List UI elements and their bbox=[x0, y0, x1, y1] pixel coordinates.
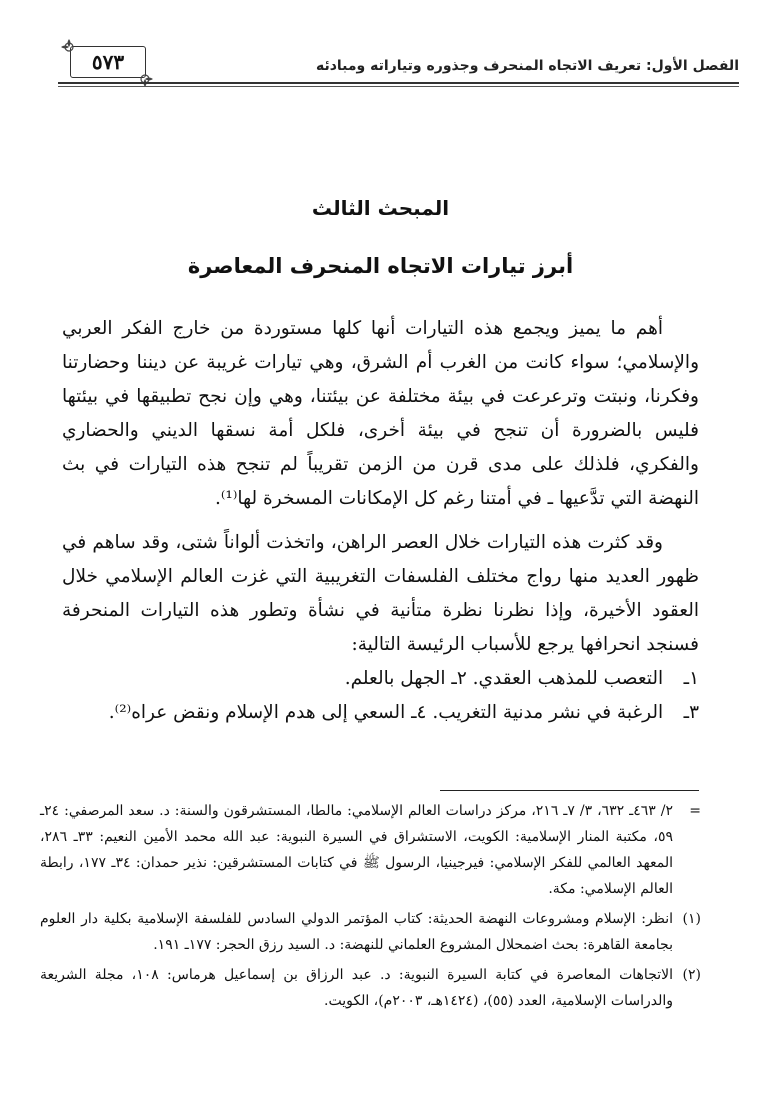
causes-list bbox=[62, 662, 699, 730]
paragraph: وقد كثرت هذه التيارات خلال العصر الراهن، واتخذت ألواناً شتى، وقد ساهم في ظهور العديد منها رواج مختلف الفلسفات التغريبية التي غزت العالم الإسلامي خلال العقود الأخيرة، وإذا نظرنا نظرة متأنية في نشأة وتطور هذه التيارات المنحرفة فسنجد انحرافها يرجع للأسباب الرئيسة التالية: bbox=[62, 532, 699, 655]
footnote-mark: (١) bbox=[682, 911, 701, 927]
section-title: المبحث الثالث bbox=[311, 196, 450, 220]
footnote-mark: (٢) bbox=[682, 967, 701, 983]
footnote-text: انظر: الإسلام ومشروعات النهضة الحديثة: كتاب المؤتمر الدولي السادس للفلسفة الإسلامية بكلية دار العلوم بجامعة القاهرة: بحث اضمحلال المشروع العلماني للنهضة: د. السيد رزق الحجر: ١٧٧ـ ١٩١. bbox=[40, 911, 673, 953]
footnote-separator bbox=[440, 790, 699, 791]
paragraph: أهم ما يميز ويجمع هذه التيارات أنها كلها مستوردة من خارج الفكر العربي والإسلامي؛ سواء كانت من الغرب أم الشرق، وهي تيارات غريبة عن ديننا وحضارتنا وفكرنا، ونبتت وترعرعت في بيئة مختلفة عن بيئتنا، وهي وإن نجح تطبيقها في بيئتها فليس بالضرورة أن تنجح في بيئة أخرى، فلكل أمة نسقها الديني والحضاري والفكري، فلذلك على مدى قرن من الزمن تقريباً لم تنجح هذه التيارات في بث النهضة التي تدَّعيها ـ في أمتنا رغم كل الإمكانات المسخرة لها⁽¹⁾. bbox=[62, 318, 699, 509]
footnotes bbox=[40, 798, 701, 1018]
page-header bbox=[58, 38, 739, 92]
running-title: الفصل الأول: تعريف الاتجاه المنحرف وجذوره وتياراته ومبادئه bbox=[315, 58, 739, 74]
list-item-text: التعصب للمذهب العقدي. ٢ـ الجهل بالعلم. bbox=[344, 668, 664, 689]
footnote-text: الاتجاهات المعاصرة في كتابة السيرة النبوية: د. عبد الرزاق بن إسماعيل هرماس: ١٠٨، مجلة الشريعة والدراسات الإسلامية، العدد (٥٥)، (١٤٢٤هـ، ٢٠٠٣م)، الكويت. bbox=[40, 967, 673, 1009]
footnote bbox=[40, 962, 701, 1014]
list-item-text: الرغبة في نشر مدنية التغريب. ٤ـ السعي إلى هدم الإسلام ونقض عراه⁽²⁾. bbox=[108, 702, 664, 723]
page-number: ٥٧٣ bbox=[70, 46, 146, 78]
list-number: ١ـ bbox=[683, 668, 699, 689]
footnote-mark: = bbox=[689, 803, 701, 819]
subject-title: أبرز تيارات الاتجاه المنحرف المعاصرة bbox=[187, 254, 574, 278]
body-text bbox=[62, 312, 699, 730]
list-item bbox=[62, 696, 699, 730]
flourish-ornament-icon bbox=[60, 38, 78, 56]
list-number: ٣ـ bbox=[683, 702, 699, 723]
header-rule-thin bbox=[58, 86, 739, 87]
footnote-text: ٢/ ٤٦٣ـ ٦٣٢، ٣/ ٧ـ ٢١٦، مركز دراسات العالم الإسلامي: مالطا، المستشرقون والسنة: د. سعد المرصفي: ٢٤ـ ٥٩، مكتبة المنار الإسلامية: الكويت، الاستشراق في السيرة النبوية: عبد الله محمد الأمين النعيم: ٣٣ـ ٢٨٦، المعهد العالمي للفكر الإسلامي: فيرجينيا، الرسول ﷺ في كتابات المستشرقين: نذير حمدان: ٣٤ـ ١٧٧، رابطة العالم الإسلامي: مكة. bbox=[40, 803, 673, 897]
footnote bbox=[40, 798, 701, 902]
footnote bbox=[40, 906, 701, 958]
header-rule bbox=[58, 82, 739, 84]
list-item bbox=[62, 662, 699, 696]
